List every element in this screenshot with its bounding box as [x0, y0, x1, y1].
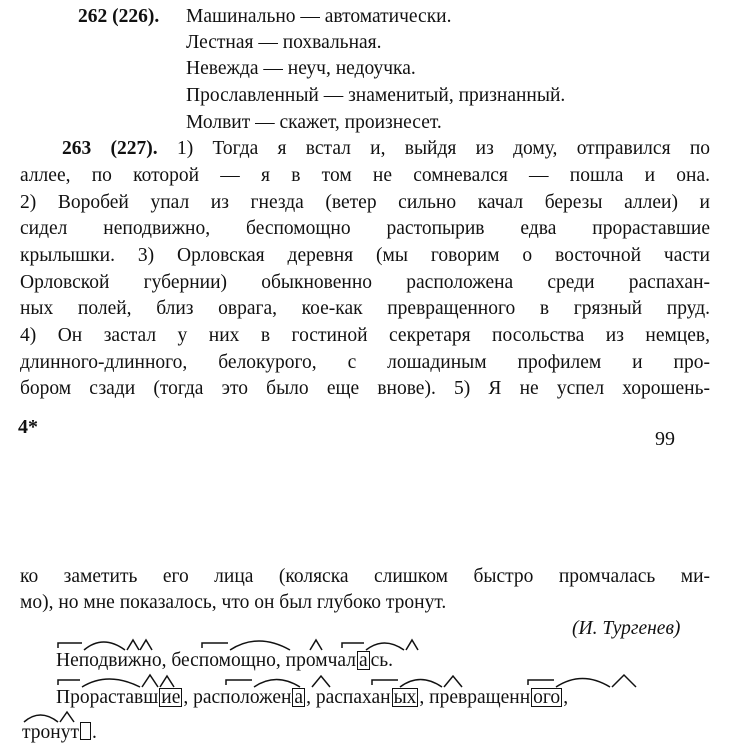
exercise-text-line: 1) Тогда я встал и, выйдя из дому, отправился по	[176, 138, 711, 159]
analysis-word: Неподвижно,	[56, 650, 167, 671]
word-stem: превращенн	[429, 687, 531, 708]
word-stem: расположен	[193, 687, 292, 708]
prefix-mark	[372, 680, 398, 685]
suffix-caret	[612, 675, 636, 687]
suffix-caret	[310, 640, 322, 650]
suffix-caret	[142, 675, 158, 687]
punctuation: .	[91, 722, 97, 743]
suffix-caret	[444, 676, 462, 687]
ending-box: а	[358, 650, 368, 671]
prefix-mark	[58, 680, 80, 685]
exercise-text-line: сидел неподвижно, беспомощно растопырив едва прораставшие	[20, 218, 710, 239]
ending-box: ых	[393, 687, 417, 708]
exercise-263-number: 263 (227).	[62, 138, 158, 159]
exercise-text-line: бором сзади (тогда это было еще внове). 5) Я не успел хорошень-	[20, 378, 710, 399]
suffix-caret	[160, 676, 174, 687]
prefix-mark	[202, 643, 228, 648]
root-arc	[366, 643, 404, 650]
exercise-text-line: 2) Воробей упал из гнезда (ветер сильно качал березы аллеи) и	[20, 192, 710, 213]
punctuation: ,	[306, 687, 311, 708]
word-stem: распахан	[315, 687, 391, 708]
ending-box: ого	[533, 687, 561, 708]
exercise-text-line: ных полей, близ оврага, кое-как превращенного в грязный пруд.	[20, 298, 710, 319]
exercise-text-line: мо), но мне показалось, что он был глубоко тронут.	[20, 592, 447, 613]
prefix-mark	[528, 680, 554, 685]
root-arc	[556, 679, 610, 688]
word-suffix: сь.	[370, 650, 394, 671]
page-number: 99	[655, 428, 675, 450]
synonym-item: Прославленный — знаменитый, признанный.	[186, 85, 566, 106]
synonym-item: Молвит — скажет, произнесет.	[186, 112, 442, 133]
exercise-text-line: Орловской губернии) обыкновенно расположена среди распахан-	[20, 272, 710, 293]
punctuation: ,	[183, 687, 189, 708]
exercise-text-line: крылышки. 3) Орловская деревня (мы говорим о восточной части	[20, 245, 710, 266]
ending-box: а	[294, 687, 304, 708]
root-arc	[82, 679, 140, 687]
root-arc	[24, 715, 58, 722]
signature-mark: 4*	[18, 416, 38, 438]
root-arc	[84, 642, 125, 650]
prefix-mark	[58, 643, 82, 648]
prefix-mark	[342, 643, 364, 648]
exercise-text-line: длинного-длинного, белокурого, с лошадиным профилем и про-	[20, 352, 710, 373]
word-stem: Прораставш	[56, 687, 159, 708]
word-stem: промчал	[285, 650, 356, 671]
synonym-item: Машинально — автоматически.	[186, 6, 452, 27]
exercise-text-line: аллее, по которой — я в том не сомневался — пошла и она.	[20, 165, 710, 186]
exercise-text-line: ко заметить его лица (коляска слишком быстро промчалась ми-	[20, 566, 710, 587]
suffix-caret	[60, 712, 74, 722]
suffix-caret	[127, 640, 139, 650]
root-arc	[230, 641, 290, 650]
prefix-mark	[226, 680, 252, 685]
punctuation: ,	[419, 687, 425, 708]
word-stem: тронут	[22, 722, 79, 743]
suffix-caret	[406, 640, 418, 650]
root-arc	[254, 680, 300, 688]
synonym-item: Лестная — похвальная.	[186, 32, 382, 53]
root-arc	[400, 680, 442, 688]
ending-box: ие	[161, 687, 181, 708]
suffix-caret	[140, 640, 152, 650]
attribution: (И. Тургенев)	[572, 618, 681, 639]
synonym-item: Невежда — неуч, недоучка.	[186, 58, 416, 79]
punctuation: ,	[563, 687, 569, 708]
exercise-text-line: 4) Он застал у них в гостиной секретаря посольства из немцев,	[20, 325, 710, 346]
exercise-262-number: 262 (226).	[78, 6, 160, 27]
suffix-caret	[312, 676, 330, 687]
analysis-word: беспомощно,	[171, 650, 281, 671]
